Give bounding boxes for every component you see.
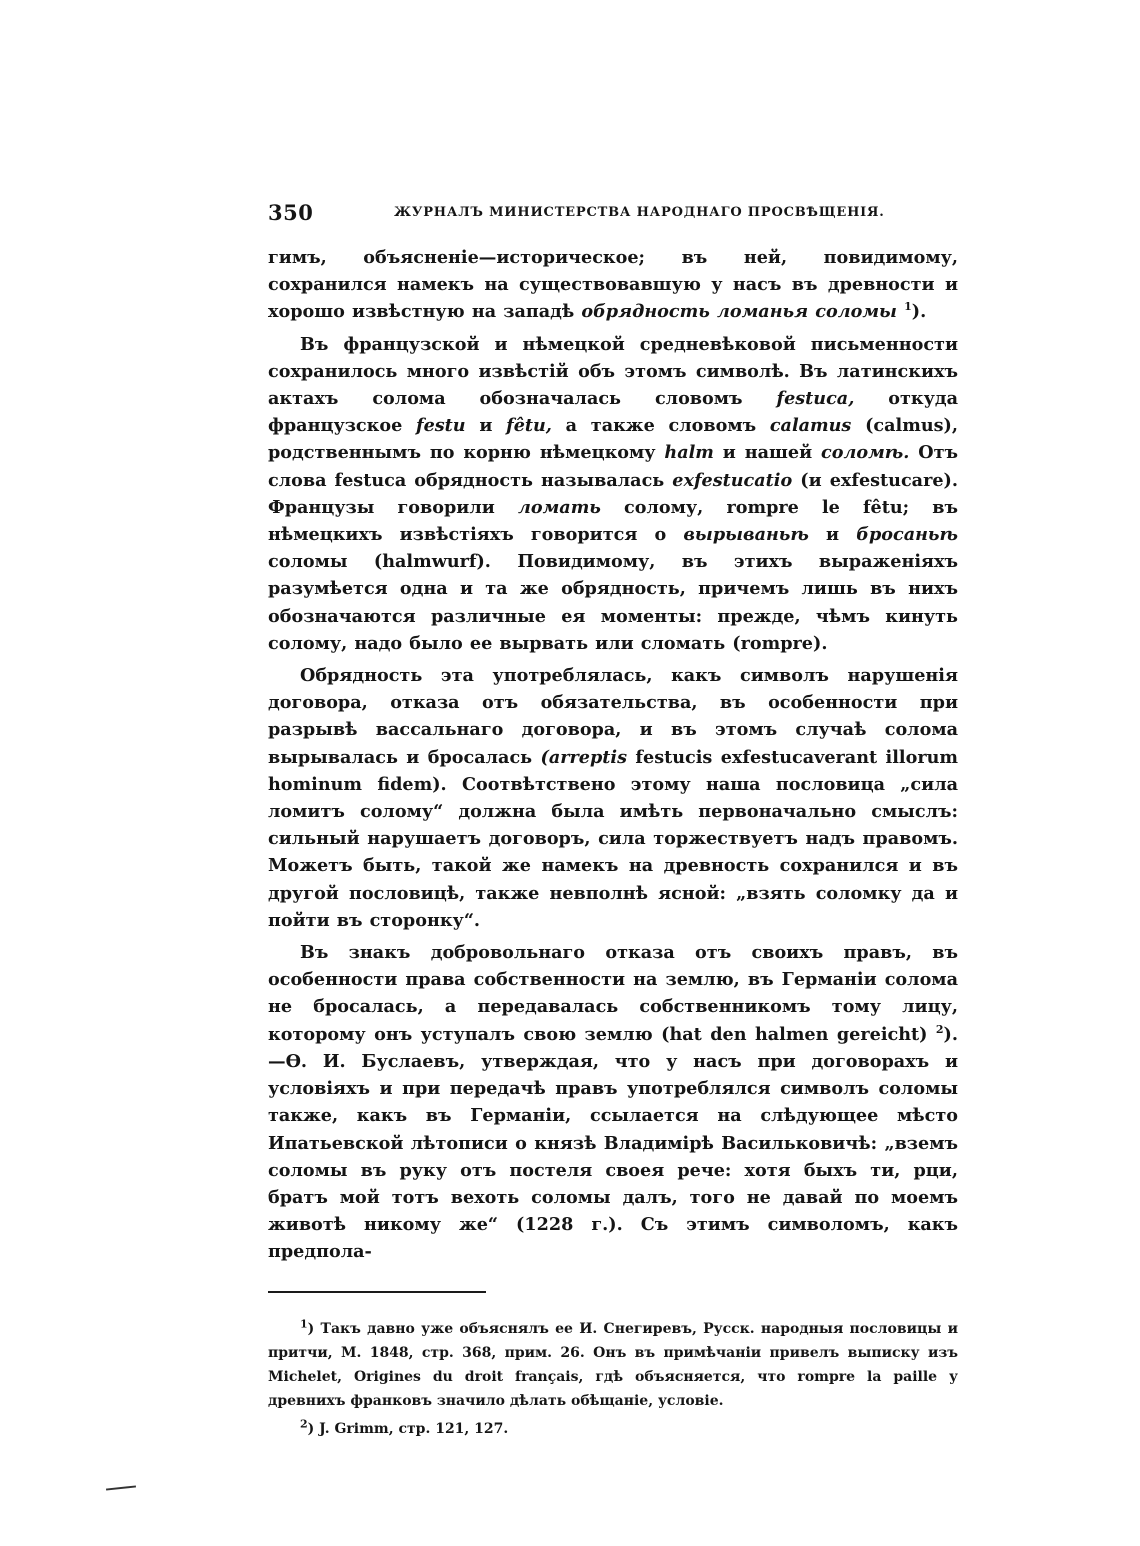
page-number: 350 — [268, 200, 314, 225]
text-run: и нашей — [713, 442, 822, 464]
footnote-divider — [268, 1291, 486, 1293]
italic-run: festu — [416, 415, 466, 437]
footnote-text: ) J. Grimm, стр. 121, 127. — [307, 1420, 509, 1437]
text-run: ).—Ѳ. И. Буслаевъ, утверждая, что у насъ при договорахъ и условіяхъ и при передачѣ правъ употреблялся символъ соломы также, какъ въ Германіи, ссылается на слѣдующее мѣсто Ипатьевской лѣтописи о князѣ Владимірѣ Васильковичѣ: „вземъ соломы въ руку отъ постеля своея рече: хотя быхъ ти, рци, братъ мой тотъ вехоть соломы далъ, того не давай по моемъ животѣ никому же“ (1228 г.). Съ этимъ символомъ, какъ предпола- — [268, 1023, 958, 1263]
italic-run: fêtu, — [506, 415, 552, 437]
footnote-text: ) Такъ давно уже объяснялъ ее И. Снегиревъ, Русск. народныя пословицы и притчи, М. 1848, стр. 368, прим. 26. Онъ въ примѣчаніи привелъ выписку изъ Michelet, Origines du droit français, гдѣ объясняется, что rompre la paille у древнихъ франковъ значило дѣлать обѣщаніе, условіе. — [268, 1320, 958, 1409]
text-run: Отъ слова festuca обрядность называлась — [268, 442, 958, 491]
paragraph-3 — [268, 662, 958, 934]
paragraph-4 — [268, 939, 958, 1265]
running-title: ЖУРНАЛЪ МИНИСТЕРСТВА НАРОДНАГО ПРОСВѢЩЕНІЯ. — [394, 205, 885, 220]
text-run: ). — [911, 301, 927, 323]
footnote-mark-1: 1 — [904, 300, 912, 314]
paragraph-2 — [268, 331, 958, 657]
text-run: откуда французское — [268, 388, 959, 437]
footnote-mark-2: 2 — [935, 1022, 944, 1036]
text-run: гимъ, объясненіе—историческое; въ ней, повидимому, сохранился намекъ на существовавшую у насъ въ древности и хорошо извѣстную на западѣ — [268, 247, 958, 323]
text-run: солому, rompre le fêtu; въ нѣмецкихъ извѣстіяхъ говорится о — [268, 496, 958, 546]
italic-run: вырываньѣ — [683, 524, 809, 546]
text-run: (и exfestucare). Французы говорили — [268, 469, 958, 518]
italic-run: бросаньѣ — [856, 524, 958, 546]
text-run: соломы (halmwurf). Повидимому, въ этихъ выраженіяхъ разумѣется одна и та же обрядность, причемъ лишь въ нихъ обозначаются различные ея моменты: прежде, чѣмъ кинуть солому, надо было ее вырвать или сломать (rompre). — [268, 551, 958, 654]
text-run: festucis exfestucaverant illorum hominum fidem). Соотвѣтствено этому наша пословица „сила ломитъ солому“ должна была имѣть первоначально смыслъ: сильный нарушаетъ договоръ, сила торжествуетъ надъ правомъ. Можетъ быть, такой же намекъ на древность сохранился и въ другой пословицѣ, также невполнѣ ясной: „взять соломку да и пойти въ сторонку“. — [268, 746, 958, 931]
paragraph-1 — [268, 244, 958, 326]
text-run: (calmus), родственнымъ по корню нѣмецкому — [268, 415, 958, 464]
italic-run: festuca, — [776, 388, 855, 410]
footnote-1 — [268, 1317, 958, 1413]
text-run: Въ французской и нѣмецкой средневѣковой письменности сохранилось много извѣстій объ этомъ символѣ. Въ латинскихъ актахъ солома обозначалась словомъ — [268, 333, 958, 410]
footnote-2 — [268, 1417, 958, 1441]
text-run: и — [465, 415, 507, 437]
italic-run: ломать — [517, 496, 601, 518]
italic-run: halm — [664, 442, 714, 464]
text-run: Въ знакъ добровольнаго отказа отъ своихъ правъ, въ особенности права собственности на землю, въ Германіи солома не бросалась, а передавалась собственникомъ тому лицу, которому онъ уступалъ свою землю (hat den halmen gereicht) — [268, 942, 958, 1045]
italic-run: (arreptis — [540, 746, 628, 768]
text-run: и — [808, 524, 857, 546]
text-run: Обрядность эта употреблялась, какъ символъ нарушенія договора, отказа отъ обязательства, въ особенности при разрывѣ вассальнаго договора, и въ этомъ случаѣ солома вырывалась и бросалась — [268, 665, 958, 768]
scan-artifact-mark — [106, 1485, 136, 1490]
italic-run: exfestucatio — [672, 469, 793, 491]
book-page — [268, 200, 958, 1441]
text-run: а также словомъ — [551, 415, 770, 437]
italic-run: calamus — [769, 415, 852, 437]
footnote-number: 2 — [300, 1416, 308, 1430]
italic-run: обрядность ломанья соломы — [581, 301, 897, 323]
page-header — [268, 200, 958, 230]
italic-run: соломѣ. — [821, 442, 910, 464]
footnote-number: 1 — [300, 1316, 308, 1330]
